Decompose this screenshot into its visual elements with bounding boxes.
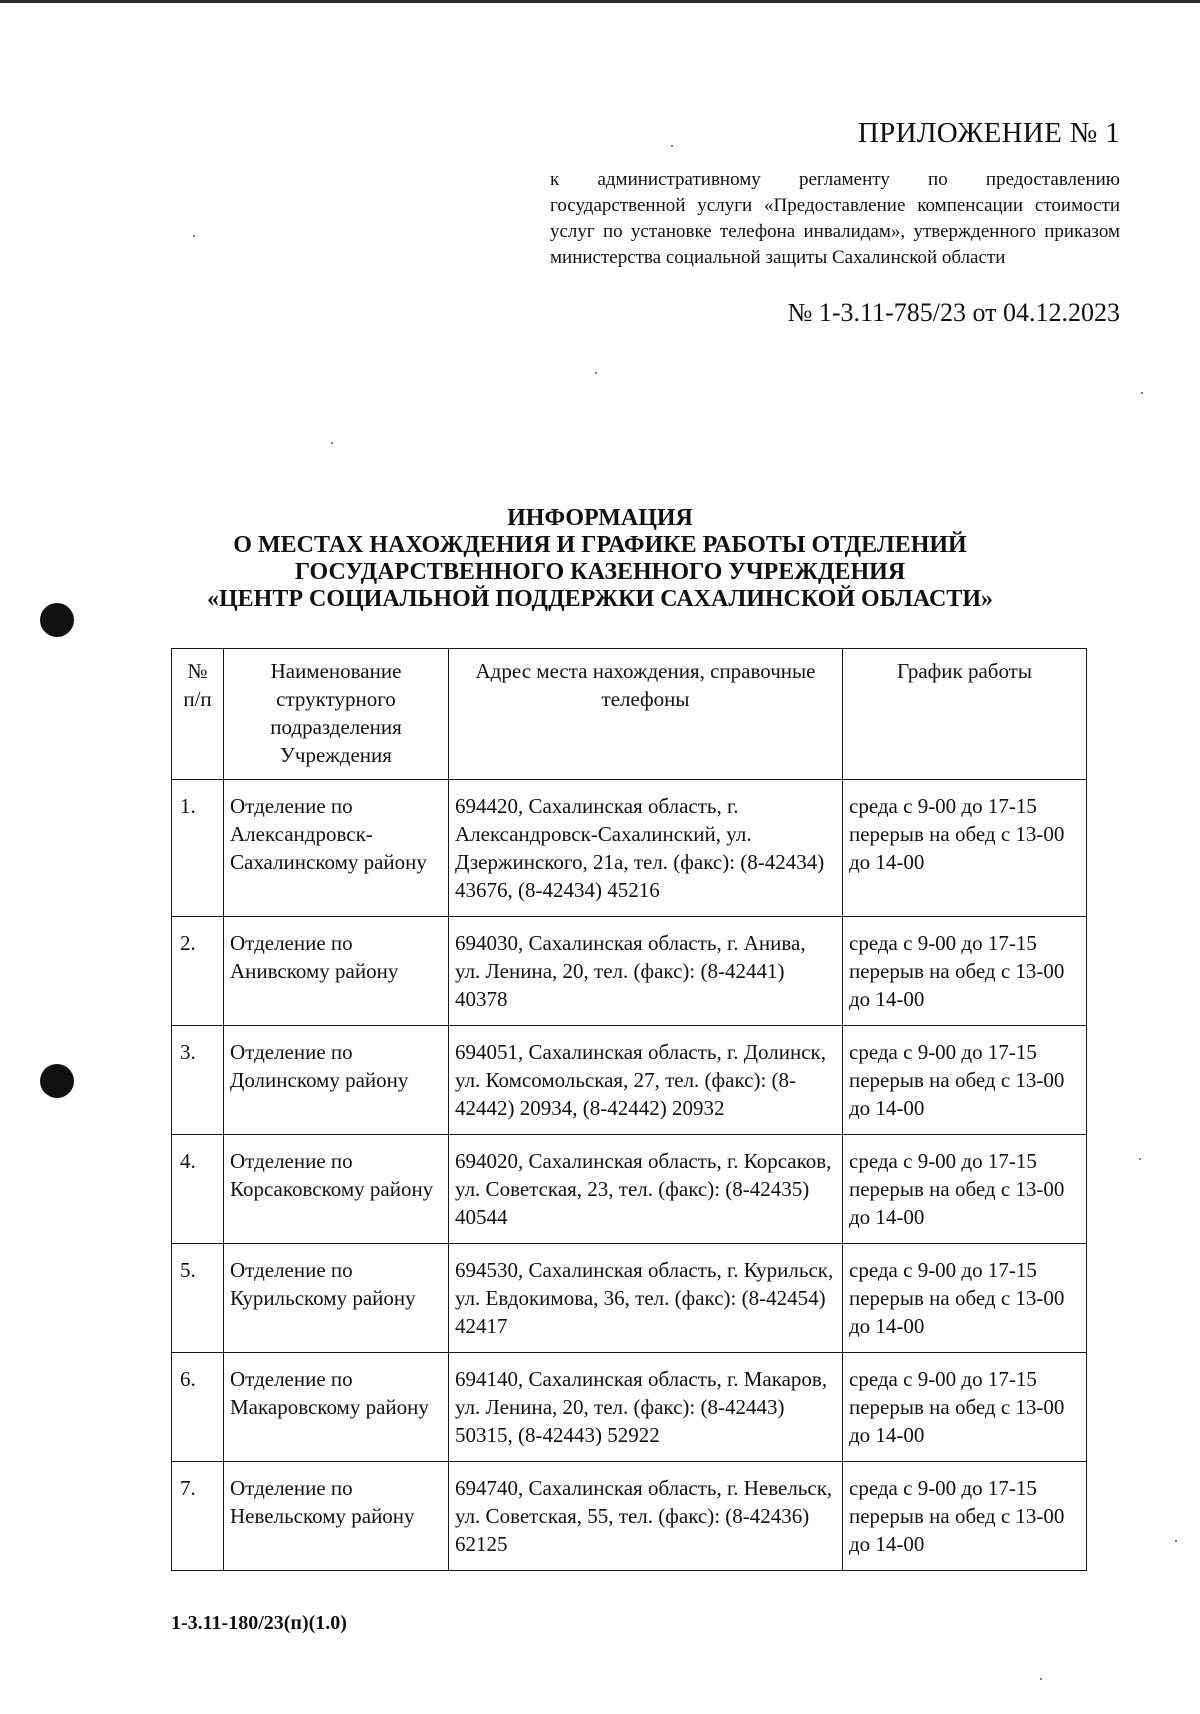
scan-speck: [671, 145, 673, 147]
row-name: Отделение по Макаровскому району: [224, 1353, 449, 1462]
order-number: № 1-3.11-785/23 от 04.12.2023: [787, 298, 1120, 327]
table-row: [172, 1026, 1087, 1135]
row-name: Отделение по Долинскому району: [224, 1026, 449, 1135]
row-address: 694740, Сахалинская область, г. Невельск, ул. Советская, 55, тел. (факс): (8-42436) 62125: [449, 1462, 843, 1571]
row-num: 5.: [172, 1244, 224, 1353]
row-name: Отделение по Александровск-Сахалинскому району: [224, 780, 449, 917]
row-address: 694030, Сахалинская область, г. Анива, ул. Ленина, 20, тел. (факс): (8-42441) 40378: [449, 917, 843, 1026]
header-name: Наименование структурного подразделения Учреждения: [224, 649, 449, 780]
heading-line: О МЕСТАХ НАХОЖДЕНИЯ И ГРАФИКЕ РАБОТЫ ОТДЕЛЕНИЙ: [233, 532, 967, 558]
row-address: 694140, Сахалинская область, г. Макаров, ул. Ленина, 20, тел. (факс): (8-42443) 50315, (8-42443) 52922: [449, 1353, 843, 1462]
row-num: 4.: [172, 1135, 224, 1244]
table-row: [172, 1462, 1087, 1571]
table-row: [172, 1244, 1087, 1353]
row-num: 3.: [172, 1026, 224, 1135]
header-schedule: График работы: [843, 649, 1087, 780]
table-row: [172, 1353, 1087, 1462]
row-num: 2.: [172, 917, 224, 1026]
row-name: Отделение по Корсаковскому району: [224, 1135, 449, 1244]
document-code: 1-3.11-180/23(п)(1.0): [171, 1612, 347, 1634]
heading-line: ГОСУДАРСТВЕННОГО КАЗЕННОГО УЧРЕЖДЕНИЯ: [294, 559, 906, 585]
binder-hole-mark: [40, 1064, 74, 1098]
appendix-title: ПРИЛОЖЕНИЕ № 1: [857, 117, 1120, 149]
offices-table: [171, 648, 1087, 1571]
header-address: Адрес места нахождения, справочные телефоны: [449, 649, 843, 780]
table-row: [172, 917, 1087, 1026]
row-name: Отделение по Курильскому району: [224, 1244, 449, 1353]
row-schedule: среда с 9-00 до 17-15 перерыв на обед с 13-00 до 14-00: [843, 1244, 1087, 1353]
scan-top-edge: [0, 0, 1200, 3]
row-schedule: среда с 9-00 до 17-15 перерыв на обед с 13-00 до 14-00: [843, 1026, 1087, 1135]
row-address: 694530, Сахалинская область, г. Курильск, ул. Евдокимова, 36, тел. (факс): (8-42454) 42417: [449, 1244, 843, 1353]
document-heading: [0, 505, 1200, 613]
row-schedule: среда с 9-00 до 17-15 перерыв на обед с 13-00 до 14-00: [843, 1353, 1087, 1462]
row-num: 1.: [172, 780, 224, 917]
scan-speck: [193, 235, 195, 237]
heading-line: «ЦЕНТР СОЦИАЛЬНОЙ ПОДДЕРЖКИ САХАЛИНСКОЙ ОБЛАСТИ»: [206, 586, 993, 612]
table-header-row: [172, 649, 1087, 780]
row-num: 6.: [172, 1353, 224, 1462]
scan-speck: [331, 442, 333, 444]
row-address: 694420, Сахалинская область, г. Александровск-Сахалинский, ул. Дзержинского, 21а, тел. (факс): (8-42434) 43676, (8-42434) 45216: [449, 780, 843, 917]
row-schedule: среда с 9-00 до 17-15 перерыв на обед с 13-00 до 14-00: [843, 917, 1087, 1026]
row-address: 694051, Сахалинская область, г. Долинск, ул. Комсомольская, 27, тел. (факс): (8-42442) 20934, (8-42442) 20932: [449, 1026, 843, 1135]
table-row: [172, 780, 1087, 917]
heading-line: ИНФОРМАЦИЯ: [507, 505, 693, 531]
scan-speck: [595, 372, 597, 374]
row-schedule: среда с 9-00 до 17-15 перерыв на обед с 13-00 до 14-00: [843, 1135, 1087, 1244]
row-name: Отделение по Анивскому району: [224, 917, 449, 1026]
row-schedule: среда с 9-00 до 17-15 перерыв на обед с 13-00 до 14-00: [843, 1462, 1087, 1571]
row-name: Отделение по Невельскому району: [224, 1462, 449, 1571]
scan-speck: [1175, 1540, 1177, 1542]
table-row: [172, 1135, 1087, 1244]
row-schedule: среда с 9-00 до 17-15 перерыв на обед с 13-00 до 14-00: [843, 780, 1087, 917]
appendix-description: к административному регламенту по предоставлению государственной услуги «Предоставление компенсации стоимости услуг по установке телефона инвалидам», утвержденного приказом министерства социальной защиты Сахалинской области: [550, 169, 1120, 268]
header-num: № п/п: [172, 649, 224, 780]
scan-speck: [1139, 1158, 1141, 1160]
row-num: 7.: [172, 1462, 224, 1571]
scan-speck: [1040, 1678, 1042, 1680]
row-address: 694020, Сахалинская область, г. Корсаков, ул. Советская, 23, тел. (факс): (8-42435) 40544: [449, 1135, 843, 1244]
scan-speck: [1141, 392, 1143, 394]
